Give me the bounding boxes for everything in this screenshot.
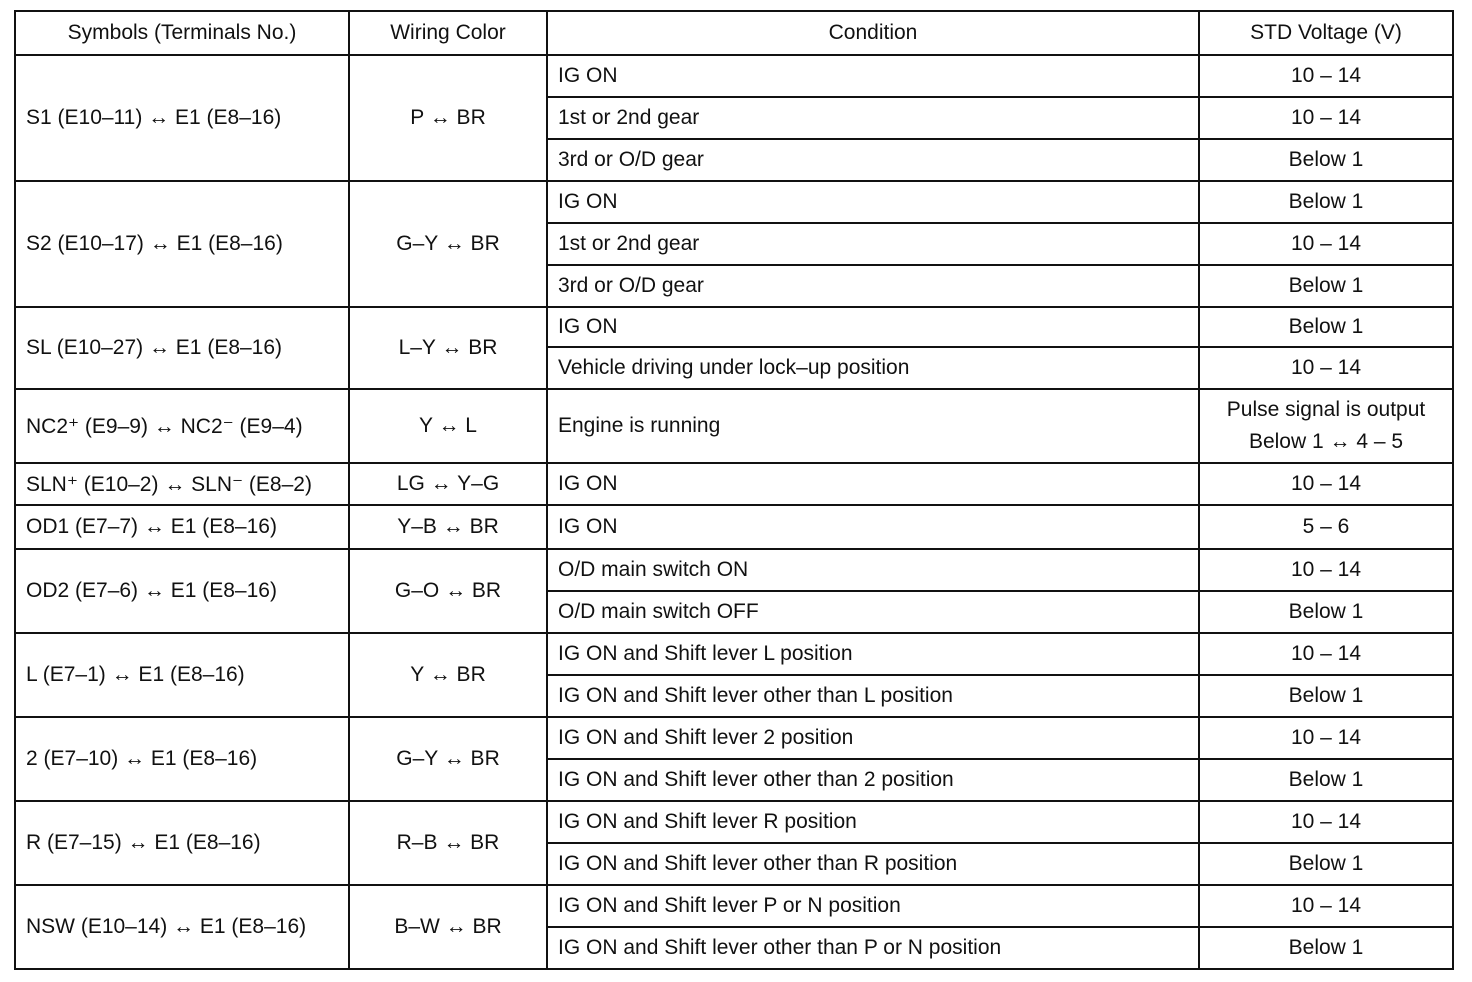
std-voltage: [1199, 389, 1453, 463]
terminal-symbol: R (E7–15) ↔ E1 (E8–16): [15, 801, 349, 885]
condition: IG ON and Shift lever other than 2 position: [547, 759, 1199, 801]
std-voltage: Below 1: [1199, 139, 1453, 181]
table-row: [15, 549, 1453, 591]
terminal-symbol: NSW (E10–14) ↔ E1 (E8–16): [15, 885, 349, 969]
header-row: [15, 11, 1453, 55]
terminal-symbol: L (E7–1) ↔ E1 (E8–16): [15, 633, 349, 717]
std-voltage: Below 1: [1199, 759, 1453, 801]
table-row: [15, 463, 1453, 505]
terminal-symbol: S2 (E10–17) ↔ E1 (E8–16): [15, 181, 349, 307]
header-std-voltage: STD Voltage (V): [1199, 11, 1453, 55]
condition: Vehicle driving under lock–up position: [547, 347, 1199, 389]
wiring-color: LG ↔ Y–G: [349, 463, 547, 505]
condition: IG ON and Shift lever R position: [547, 801, 1199, 843]
terminal-symbol: OD2 (E7–6) ↔ E1 (E8–16): [15, 549, 349, 633]
pulse-range-line: Below 1 ↔ 4 – 5: [1248, 430, 1404, 453]
terminal-symbol: NC2⁺ (E9–9) ↔ NC2⁻ (E9–4): [15, 389, 349, 463]
wiring-color: L–Y ↔ BR: [349, 307, 547, 389]
std-voltage: 10 – 14: [1199, 885, 1453, 927]
condition: IG ON: [547, 181, 1199, 223]
header-condition: Condition: [547, 11, 1199, 55]
std-voltage: Below 1: [1199, 591, 1453, 633]
std-voltage: 10 – 14: [1199, 55, 1453, 97]
condition: IG ON and Shift lever other than L position: [547, 675, 1199, 717]
std-voltage: 10 – 14: [1199, 801, 1453, 843]
std-voltage: 10 – 14: [1199, 223, 1453, 265]
terminal-symbol: SL (E10–27) ↔ E1 (E8–16): [15, 307, 349, 389]
std-voltage: 10 – 14: [1199, 347, 1453, 389]
pulse-signal-line: Pulse signal is output: [1226, 398, 1426, 421]
header-wiring-color: Wiring Color: [349, 11, 547, 55]
condition: IG ON and Shift lever L position: [547, 633, 1199, 675]
table-row: [15, 633, 1453, 675]
std-voltage: Below 1: [1199, 927, 1453, 969]
std-voltage: 10 – 14: [1199, 463, 1453, 505]
terminal-symbol: OD1 (E7–7) ↔ E1 (E8–16): [15, 505, 349, 549]
condition: IG ON: [547, 55, 1199, 97]
table-row: [15, 801, 1453, 843]
condition: IG ON: [547, 307, 1199, 347]
condition: O/D main switch ON: [547, 549, 1199, 591]
table-row: [15, 181, 1453, 223]
std-voltage: 10 – 14: [1199, 549, 1453, 591]
wiring-color: G–Y ↔ BR: [349, 717, 547, 801]
wiring-color: B–W ↔ BR: [349, 885, 547, 969]
wiring-color: G–Y ↔ BR: [349, 181, 547, 307]
condition: IG ON and Shift lever other than P or N position: [547, 927, 1199, 969]
condition: IG ON: [547, 505, 1199, 549]
condition: O/D main switch OFF: [547, 591, 1199, 633]
condition: IG ON and Shift lever other than R position: [547, 843, 1199, 885]
std-voltage: Below 1: [1199, 265, 1453, 307]
wiring-color: Y ↔ BR: [349, 633, 547, 717]
condition: 3rd or O/D gear: [547, 139, 1199, 181]
std-voltage: 10 – 14: [1199, 633, 1453, 675]
std-voltage: 10 – 14: [1199, 717, 1453, 759]
table-row: [15, 55, 1453, 97]
std-voltage: 10 – 14: [1199, 97, 1453, 139]
condition: IG ON and Shift lever P or N position: [547, 885, 1199, 927]
wiring-color: R–B ↔ BR: [349, 801, 547, 885]
condition: 3rd or O/D gear: [547, 265, 1199, 307]
std-voltage: Below 1: [1199, 307, 1453, 347]
table-row: [15, 717, 1453, 759]
wiring-color: Y ↔ L: [349, 389, 547, 463]
condition: 1st or 2nd gear: [547, 97, 1199, 139]
std-voltage: Below 1: [1199, 181, 1453, 223]
table-row: [15, 505, 1453, 549]
condition: Engine is running: [547, 389, 1199, 463]
std-voltage: Below 1: [1199, 843, 1453, 885]
terminal-voltage-table: [14, 10, 1454, 970]
std-voltage: 5 – 6: [1199, 505, 1453, 549]
std-voltage: Below 1: [1199, 675, 1453, 717]
table-row: [15, 389, 1453, 463]
wiring-color: G–O ↔ BR: [349, 549, 547, 633]
table-row: [15, 307, 1453, 347]
table-row: [15, 885, 1453, 927]
condition: 1st or 2nd gear: [547, 223, 1199, 265]
wiring-color: Y–B ↔ BR: [349, 505, 547, 549]
terminal-symbol: S1 (E10–11) ↔ E1 (E8–16): [15, 55, 349, 181]
terminal-symbol: 2 (E7–10) ↔ E1 (E8–16): [15, 717, 349, 801]
wiring-color: P ↔ BR: [349, 55, 547, 181]
condition: IG ON and Shift lever 2 position: [547, 717, 1199, 759]
terminal-symbol: SLN⁺ (E10–2) ↔ SLN⁻ (E8–2): [15, 463, 349, 505]
header-symbols: Symbols (Terminals No.): [15, 11, 349, 55]
condition: IG ON: [547, 463, 1199, 505]
